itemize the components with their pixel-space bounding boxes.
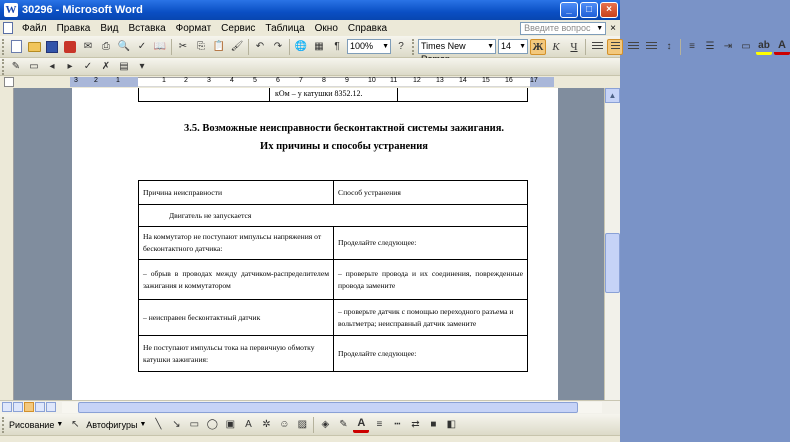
bold-button[interactable]: Ж [530,39,546,55]
cut-button[interactable]: ✂ [178,41,188,52]
align-right-button[interactable] [625,39,641,55]
redo-button[interactable]: ↷ [273,41,283,52]
ruler-number: 1 [162,77,166,84]
research-button[interactable]: 📖 [153,41,167,52]
toolbar-grip[interactable] [412,39,415,55]
align-left-button[interactable] [589,39,605,55]
table-cell: Проделайте следующее: [334,227,528,260]
ruler-number: 7 [299,77,303,84]
reject-change-button[interactable]: ✗ [101,61,111,72]
menu-edit[interactable]: Правка [56,22,91,34]
toolbar-separator [680,39,681,55]
toolbar-options-button[interactable]: ▾ [139,61,145,72]
new-doc-icon [11,40,22,53]
ruler-number: 2 [94,77,98,84]
folder-icon [28,42,41,52]
chevron-down-icon: ▼ [519,43,526,50]
ruler-number: 13 [436,77,444,84]
ruler-number: 3 [207,77,211,84]
title-bar [0,0,620,20]
spelling-button[interactable]: ✓ [137,41,147,52]
previous-table-fragment [138,88,528,102]
line-button[interactable]: ╲ [155,419,162,430]
save-icon [46,41,58,53]
table-header-row [139,181,528,205]
font-color-button[interactable]: A [774,39,790,55]
view-buttons [2,402,57,412]
border-button[interactable]: ▭ [741,41,751,52]
document-icon[interactable] [3,22,13,34]
ruler-number: 2 [184,77,188,84]
reviewing-pane-button[interactable]: ▤ [119,61,129,72]
align-center-icon [611,42,620,51]
rectangle-button[interactable]: ▭ [189,419,200,430]
scroll-thumb[interactable] [605,233,620,293]
standard-toolbar [0,36,786,58]
email-button[interactable]: ✉ [83,41,93,52]
line-spacing-button[interactable]: ↕ [666,41,672,52]
chevron-down-icon: ▼ [139,421,147,428]
horizontal-ruler[interactable] [0,76,620,88]
scroll-up-icon[interactable]: ▲ [605,88,620,103]
justify-button[interactable] [643,39,659,55]
ruler-number: 11 [390,77,398,84]
ruler-number: 1 [116,77,120,84]
zoom-value: 100% [350,41,374,51]
accept-change-button[interactable]: ✓ [83,61,93,72]
new-document-button[interactable] [8,39,24,55]
menu-tools[interactable]: Сервис [221,22,256,34]
table-divider [269,88,270,102]
document-page[interactable] [72,88,558,400]
table-cell: На коммутатор не поступают импульсы напряжения от бесконтактного датчика: [139,227,334,260]
ruler-number: 8 [322,77,326,84]
secondary-toolbar [0,58,620,76]
font-size-select[interactable] [498,39,528,54]
help-search-input[interactable] [520,22,606,35]
align-right-icon [628,42,639,51]
ruler-left-margin [70,77,138,87]
ruler-number: 17 [530,77,538,84]
shadow-button[interactable]: ■ [430,419,437,430]
save-button[interactable] [44,39,60,55]
ruler-track [138,77,530,87]
minimize-button[interactable]: _ [560,2,578,18]
chevron-down-icon: ▼ [596,24,604,32]
font-select[interactable] [418,39,496,54]
align-left-icon [592,42,603,51]
header-cause: Причина неисправности [139,181,334,205]
ruler-number: 9 [345,77,349,84]
toolbar-separator [248,39,249,55]
table-cell: – проверьте датчик с помощью переходного разъема и вольтметра; неисправный датчик замените [334,300,528,336]
help-placeholder: Введите вопрос [524,22,591,33]
faults-table [138,180,528,372]
table-cell: – обрыв в проводах между датчиком-распределителем зажигания и коммутатором [139,260,334,300]
justify-icon [646,42,657,51]
select-objects-button[interactable]: ↖ [71,419,80,430]
web-view-button[interactable] [13,402,23,412]
wordart-button[interactable]: A [245,419,252,430]
oval-button[interactable]: ◯ [206,419,218,430]
toolbar-separator [313,417,314,433]
horizontal-scrollbar[interactable] [0,400,620,414]
table-row [139,336,528,372]
font-size-value: 14 [501,41,512,51]
ruler-number: 6 [276,77,280,84]
3d-button[interactable]: ◧ [446,419,457,430]
menu-insert[interactable]: Вставка [128,22,166,34]
ruler-number: 5 [253,77,257,84]
underline-button[interactable]: Ч [570,40,578,53]
ruler-number: 14 [459,77,467,84]
toolbar-grip[interactable] [2,59,5,75]
horizontal-scroll-thumb[interactable] [78,402,578,413]
table-section-row [139,205,528,227]
toolbar-separator [585,39,586,55]
ruler-number: 4 [230,77,234,84]
print-preview-button[interactable]: 🔍 [117,41,131,52]
vertical-scrollbar[interactable] [604,88,620,400]
section-heading: 3.5. Возможные неисправности бесконтактной системы зажигания. [183,123,505,134]
line-style-button[interactable]: ≡ [376,419,383,430]
previous-table-text: кОм – у катушки 8352.12. [275,89,363,98]
ruler-number: 3 [74,77,78,84]
arrow-style-button[interactable]: ⇄ [411,419,420,430]
permission-icon [64,41,76,53]
chevron-down-icon: ▼ [382,43,389,50]
table-cell: Не поступают импульсы тока на первичную обмотку катушки зажигания: [139,336,334,372]
help-button[interactable]: ? [398,41,404,52]
table-divider [397,88,398,102]
undo-button[interactable]: ↶ [255,41,265,52]
autoshapes-button[interactable]: Автофигуры [86,419,138,430]
document-workspace[interactable] [14,88,604,400]
table-cell: Проделайте следующее: [334,336,528,372]
tab-selector-icon[interactable] [4,77,14,87]
chevron-down-icon: ▼ [56,421,64,428]
toolbar-grip[interactable] [2,417,5,433]
menu-file[interactable]: Файл [22,22,47,34]
header-remedy: Способ устранения [334,181,528,205]
maximize-button[interactable]: □ [580,2,598,18]
toolbar-separator [171,39,172,55]
tables-borders-button[interactable]: ▦ [314,41,324,52]
indent-button[interactable]: ⇥ [723,41,733,52]
arrow-button[interactable]: ↘ [172,419,181,430]
menu-table[interactable]: Таблица [265,22,305,34]
ruler-number: 15 [482,77,490,84]
vertical-ruler[interactable] [0,88,14,400]
menu-view[interactable]: Вид [100,22,119,34]
textbox-button[interactable]: ▣ [225,419,236,430]
diagram-button[interactable]: ✲ [262,419,271,430]
show-hide-button[interactable]: ¶ [334,41,340,52]
section-subheading: Их причины и способы устранения [260,141,428,152]
picture-button[interactable]: ▨ [297,419,308,430]
menu-window[interactable]: Окно [314,22,338,34]
dash-style-button[interactable]: ┅ [394,419,401,430]
outline-view-button[interactable] [35,402,45,412]
menu-help[interactable]: Справка [347,22,388,34]
comment-button[interactable]: ▭ [29,61,39,72]
track-prev-button[interactable]: ◂ [49,61,55,72]
ruler-number: 12 [413,77,421,84]
line-color-button[interactable]: ✎ [339,419,348,430]
insert-hyperlink-button[interactable]: 🌐 [294,41,308,52]
copy-button[interactable]: ⎘ [197,41,205,52]
highlight-button[interactable]: ab [756,39,772,55]
font-value: Times New [421,41,466,51]
edit-button[interactable]: ✎ [11,61,21,72]
open-button[interactable] [26,39,42,55]
window-title: 30296 - Microsoft Word [22,4,143,16]
table-cell: – проверьте провода и их соединения, поврежденные провода замените [334,260,528,300]
section-title: Двигатель не запускается [139,205,528,227]
table-row [139,300,528,336]
bullets-button[interactable]: ☰ [705,41,715,52]
ruler-number: 10 [368,77,376,84]
close-document-button[interactable]: × [610,22,616,34]
word-app-icon[interactable]: W [5,4,17,16]
menu-bar [0,20,620,36]
print-button[interactable]: ⎙ [102,41,110,52]
align-center-button[interactable] [607,39,623,55]
print-layout-view-button[interactable] [24,402,34,412]
toolbar-grip[interactable] [2,39,5,55]
paste-button[interactable]: 📋 [212,41,226,52]
fill-color-button[interactable]: ◈ [321,419,330,430]
menu-format[interactable]: Формат [175,22,212,34]
toolbar-separator [289,39,290,55]
normal-view-button[interactable] [2,402,12,412]
table-cell: – неисправен бесконтактный датчик [139,300,334,336]
chevron-down-icon: ▼ [487,43,494,50]
table-row [139,227,528,260]
ruler-number: 16 [505,77,513,84]
track-next-button[interactable]: ▸ [67,61,73,72]
zoom-select[interactable] [347,39,391,54]
italic-button[interactable]: К [552,40,560,53]
numbering-button[interactable]: ≡ [689,41,695,52]
clipart-button[interactable]: ☺ [279,419,290,430]
table-row [139,260,528,300]
close-window-button[interactable]: × [600,2,618,18]
draw-font-color-button[interactable]: A [353,417,369,433]
permission-button[interactable] [62,39,78,55]
status-bar [0,436,620,442]
format-painter-button[interactable]: 🖌 [230,41,244,52]
reading-view-button[interactable] [46,402,56,412]
drawing-toolbar [0,414,620,436]
draw-menu-button[interactable]: Рисование [9,419,55,430]
